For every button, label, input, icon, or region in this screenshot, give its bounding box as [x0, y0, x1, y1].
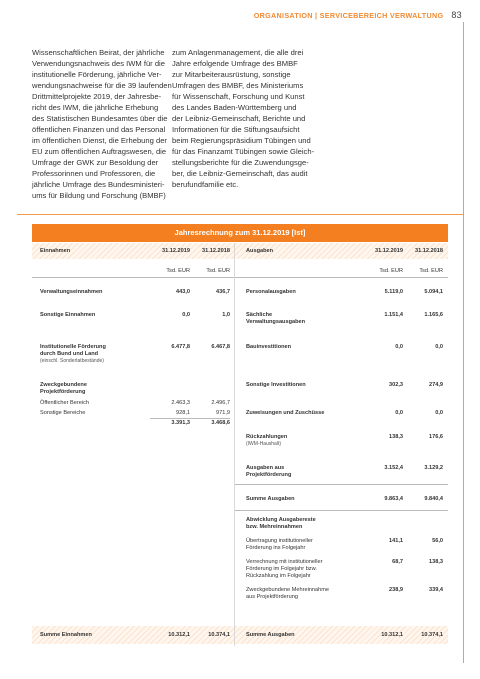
section-title: ORGANISATION | SERVICEBEREICH VERWALTUNG	[253, 11, 444, 20]
unit-label: Tsd. EUR	[379, 268, 403, 274]
text-line: für das Finanzamt Tübingen sowie Gleich-	[172, 147, 315, 156]
cell-value: 68,7	[392, 559, 403, 565]
cell-value: 3.468,6	[211, 420, 230, 426]
text-line: stellungsberichte für die Zuwendungsge-	[172, 158, 309, 167]
row-label: Förderung im Folgejahr bzw.	[246, 566, 317, 572]
header-left-col1: 31.12.2019	[162, 248, 190, 254]
row-label: Rückzahlung im Folgejahr	[246, 573, 311, 579]
text-line: wendungsnachweise für die 39 laufenden	[32, 81, 172, 90]
cell-value: 6.477,8	[171, 344, 190, 350]
table-title-banner: Jahresrechnung zum 31.12.2019 [Ist]	[32, 224, 448, 242]
text-line: öffentlichen Finanzen und das Personal	[32, 125, 166, 134]
cell-value: 436,7	[216, 289, 230, 295]
annual-accounts-table	[32, 243, 448, 646]
text-line: für Wissenschaft, Forschung und Kunst	[172, 92, 305, 101]
text-line: Umfragen des BMBF, des Ministeriums	[172, 81, 304, 90]
cell-value: 274,9	[429, 382, 443, 388]
cell-value: 56,0	[432, 538, 443, 544]
cell-value: 0,0	[395, 344, 403, 350]
rule	[235, 484, 448, 485]
row-label: Zuweisungen und Zuschüsse	[246, 410, 325, 416]
row-label: Sonstige Bereiche	[40, 410, 86, 416]
cell-value: 302,3	[389, 382, 403, 388]
rule	[235, 277, 448, 278]
text-line: der Leibniz-Gemeinschaft, Berichte und	[172, 114, 306, 123]
body-text-left-column	[32, 47, 182, 201]
text-line: Professorinnen und Professoren, die	[32, 169, 156, 178]
row-label: Verrechnung mit institutioneller	[246, 559, 323, 565]
sum-value: 10.374,1	[421, 632, 443, 638]
text-line: zur Mitarbeiterausrüstung, sonstige	[172, 70, 291, 79]
cell-value: 5.119,0	[384, 289, 403, 295]
cell-value: 1.151,4	[384, 312, 403, 318]
text-line: Informationen für die Stiftungsaufsicht	[172, 125, 300, 134]
row-label: Abwicklung Ausgabereste	[246, 517, 316, 523]
row-label: Personalausgaben	[246, 289, 296, 295]
cell-value: 2.496,7	[211, 400, 230, 406]
cell-value: 3.129,2	[424, 465, 443, 471]
row-label: Übertragung institutioneller	[246, 538, 313, 544]
row-label: Zweckgebundene	[40, 382, 87, 388]
text-line: EU zum öffentlichen Auftragswesen, die	[32, 147, 167, 156]
cell-value: 1,0	[222, 312, 230, 318]
row-label: Sächliche	[246, 312, 273, 318]
row-note: (einschl. Sondertatbestände)	[40, 358, 104, 364]
row-label: Förderung ins Folgejahr	[246, 545, 306, 551]
cell-value: 443,0	[176, 289, 190, 295]
cell-value: 339,4	[429, 587, 443, 593]
text-line: ums für Bildung und Forschung (BMBF)	[32, 191, 166, 200]
header-left-col2: 31.12.2018	[202, 248, 230, 254]
cell-value: 5.094,1	[424, 289, 443, 295]
cell-value: 0,0	[435, 410, 443, 416]
row-label: Öffentlicher Bereich	[40, 400, 90, 406]
row-label: durch Bund und Land	[40, 351, 99, 357]
cell-value: 0,0	[395, 410, 403, 416]
cell-value: 971,9	[216, 410, 230, 416]
row-label: bzw. Mehreinnahmen	[246, 524, 303, 530]
unit-label: Tsd. EUR	[166, 268, 190, 274]
text-line: des Statistischen Bundesamtes über die	[32, 114, 168, 123]
sum-label: Summe Ausgaben	[246, 632, 295, 638]
text-line: Wissenschaftlichen Beirat, der jährliche	[32, 48, 165, 57]
cell-value: 0,0	[435, 344, 443, 350]
text-line: berufundfamilie etc.	[172, 180, 239, 189]
header-einnahmen: Einnahmen	[40, 248, 71, 254]
running-header	[254, 10, 462, 20]
row-label: Projektförderung	[246, 472, 292, 478]
row-label: Ausgaben aus	[246, 465, 285, 471]
cell-value: 1.165,6	[424, 312, 443, 318]
text-line: Verwendungsnachweis des IWM für die	[32, 59, 165, 68]
page-number: 83	[451, 10, 462, 20]
sum-value: 10.374,1	[208, 632, 230, 638]
cell-value: 9.863,4	[384, 496, 403, 502]
row-label: Verwaltungseinnahmen	[40, 289, 103, 295]
row-label: Projektförderung	[40, 389, 86, 395]
cell-value: 9.840,4	[424, 496, 443, 502]
cell-value: 176,6	[429, 434, 443, 440]
row-note: (IWM-Haushalt)	[246, 441, 282, 447]
cell-value: 2.463,3	[171, 400, 190, 406]
cell-value: 238,9	[389, 587, 403, 593]
row-label: Rückzahlungen	[246, 434, 288, 440]
sum-value: 10.312,1	[168, 632, 190, 638]
text-line: Jahre erfolgende Umfrage des BMBF	[172, 59, 298, 68]
text-line: beim Regierungspräsidium Tübingen und	[172, 136, 311, 145]
row-label: Verwaltungsausgaben	[246, 319, 306, 325]
sum-value: 10.312,1	[381, 632, 403, 638]
sum-label: Summe Einnahmen	[40, 632, 92, 638]
text-line: Drittmittelprojekte 2019, der Jahresbe-	[32, 92, 162, 101]
subtotal-rule	[150, 418, 230, 419]
rule	[32, 277, 234, 278]
cell-value: 928,1	[176, 410, 190, 416]
row-label: Bauinvestitionen	[246, 344, 292, 350]
header-ausgaben: Ausgaben	[246, 248, 274, 254]
row-label: Sonstige Investitionen	[246, 382, 306, 388]
header-right-col1: 31.12.2019	[375, 248, 403, 254]
rule	[235, 510, 448, 511]
column-divider	[234, 243, 235, 646]
header-right-col2: 31.12.2018	[415, 248, 443, 254]
row-label: Summe Ausgaben	[246, 496, 295, 502]
unit-label: Tsd. EUR	[419, 268, 443, 274]
text-line: zum Anlagenmanagement, die alle drei	[172, 48, 304, 57]
row-label: aus Projektförderung	[246, 594, 298, 600]
cell-value: 138,3	[429, 559, 443, 565]
text-line: ber, die Leibniz-Gemeinschaft, das audit	[172, 169, 308, 178]
cell-value: 0,0	[182, 312, 190, 318]
text-line: institutionelle Förderung, jährliche Ver-	[32, 70, 162, 79]
text-line: im öffentlichen Dienst, die Erhebung der	[32, 136, 167, 145]
cell-value: 141,1	[389, 538, 403, 544]
body-text-right-column	[172, 47, 322, 190]
text-line: jährliche Umfrage des Bundesministeri-	[32, 180, 165, 189]
row-label: Zweckgebundene Mehreinnahme	[246, 587, 330, 593]
row-label: Institutionelle Förderung	[40, 344, 106, 350]
text-line: des Landes Baden-Württemberg und	[172, 103, 297, 112]
text-line: richt des IWM, die jährliche Erhebung	[32, 103, 159, 112]
cell-value: 3.152,4	[384, 465, 403, 471]
cell-value: 138,3	[389, 434, 403, 440]
section-divider	[17, 214, 463, 215]
cell-value: 3.391,3	[171, 420, 190, 426]
text-line: Umfrage der GWK zur Besoldung der	[32, 158, 159, 167]
unit-label: Tsd. EUR	[206, 268, 230, 274]
row-label: Sonstige Einnahmen	[40, 312, 96, 318]
cell-value: 6.467,8	[211, 344, 230, 350]
